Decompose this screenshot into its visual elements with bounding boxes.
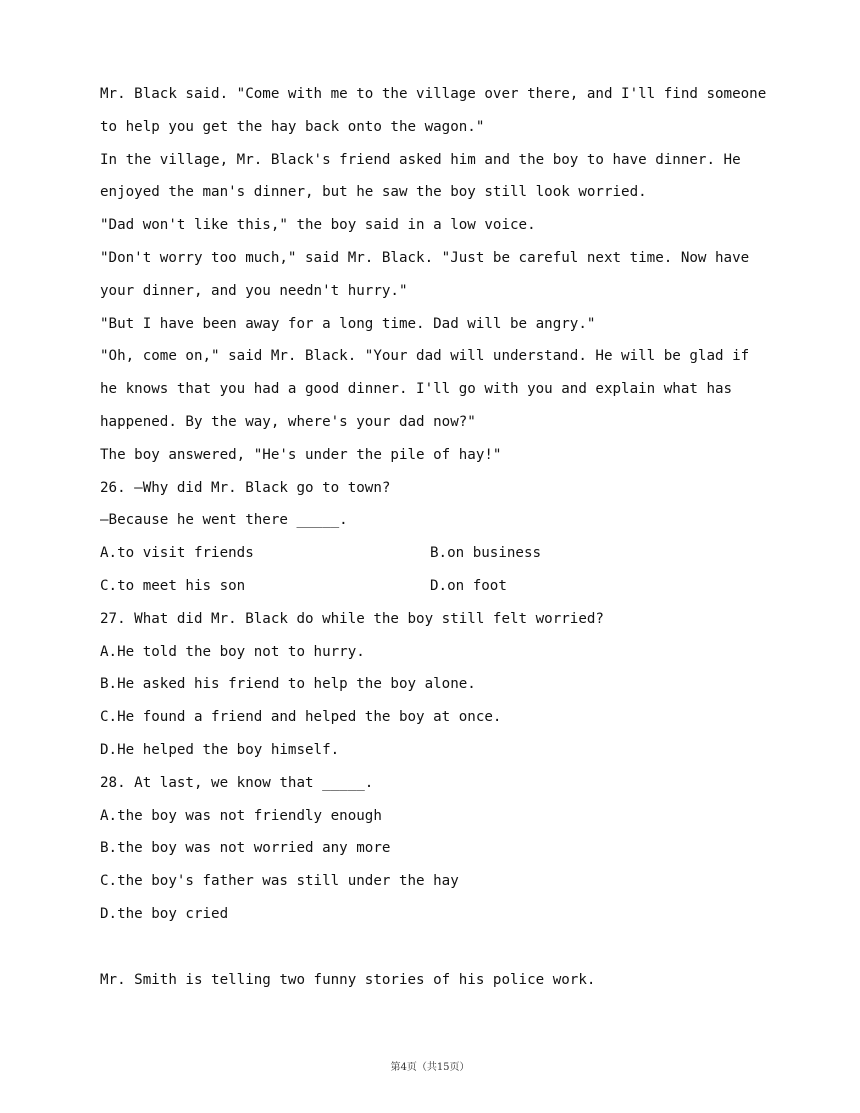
question-stem: 26. —Why did Mr. Black go to town? [100, 479, 391, 496]
option-b: B.He asked his friend to help the boy alone. [100, 676, 476, 693]
passage-line: "Oh, come on," said Mr. Black. "Your dad will understand. He will be glad if [100, 348, 750, 365]
option-b: B.the boy was not worried any more [100, 840, 391, 857]
question-stem: 27. What did Mr. Black do while the boy still felt worried? [100, 610, 604, 627]
passage-line: he knows that you had a good dinner. I'll go with you and explain what has [100, 381, 733, 398]
passage-line: enjoyed the man's dinner, but he saw the boy still look worried. [100, 184, 647, 201]
option-c: C.to meet his son [100, 577, 246, 594]
passage-line: "But I have been away for a long time. Dad will be angry." [100, 315, 596, 332]
question-26 [100, 472, 770, 603]
passage-line: to help you get the hay back onto the wagon." [100, 118, 485, 135]
options-row [100, 570, 770, 603]
option-d: D.the boy cried [100, 905, 229, 922]
passage-line: The boy answered, "He's under the pile of hay!" [100, 446, 502, 463]
options-row [100, 537, 770, 570]
page-number-footer: 第4页（共15页） [390, 1062, 470, 1073]
question-27 [100, 603, 770, 767]
option-c: C.the boy's father was still under the hay [100, 873, 459, 890]
option-d: D.He helped the boy himself. [100, 741, 340, 758]
option-d: D.on foot [430, 577, 507, 594]
question-28 [100, 767, 770, 931]
passage-line: Mr. Black said. "Come with me to the village over there, and I'll find someone [100, 86, 767, 102]
passage-text [100, 78, 770, 472]
passage-line: "Dad won't like this," the boy said in a low voice. [100, 217, 536, 234]
document-page [100, 78, 770, 997]
option-a: A.to visit friends [100, 545, 254, 562]
passage-line: "Don't worry too much," said Mr. Black. "Just be careful next time. Now have [100, 249, 750, 266]
passage-line: In the village, Mr. Black's friend asked him and the boy to have dinner. He [100, 151, 741, 168]
option-a: A.the boy was not friendly enough [100, 807, 382, 824]
option-b: B.on business [430, 545, 542, 562]
option-a: A.He told the boy not to hurry. [100, 643, 365, 660]
section-gap [100, 931, 770, 964]
question-stem-answer: —Because he went there _____. [100, 512, 348, 529]
passage-line: your dinner, and you needn't hurry." [100, 282, 408, 299]
next-passage-intro: Mr. Smith is telling two funny stories of his police work. [100, 971, 596, 988]
question-stem: 28. At last, we know that _____. [100, 774, 374, 791]
option-c: C.He found a friend and helped the boy at once. [100, 709, 502, 726]
passage-line: happened. By the way, where's your dad now?" [100, 413, 476, 430]
